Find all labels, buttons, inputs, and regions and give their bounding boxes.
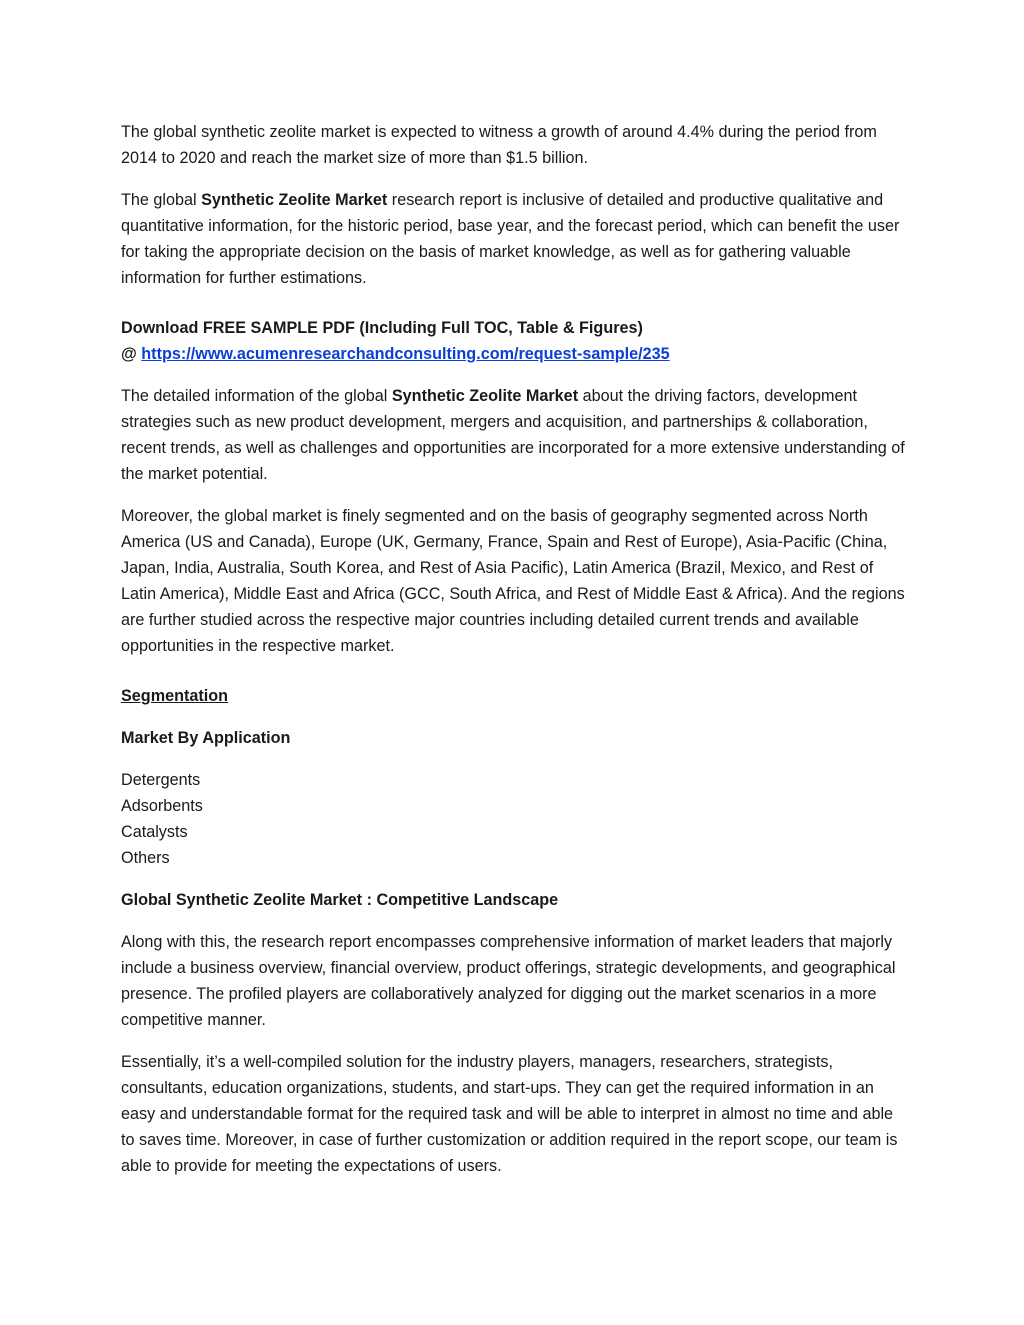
at-sign: @: [121, 345, 142, 363]
document-body: [121, 119, 911, 1195]
segmentation-heading: Segmentation: [121, 687, 229, 705]
report-description-text-2: research report is inclusive of detailed and productive qualitative and quantitative information, for the historic period, base year, and the forecast period, which can benefit the user for taking the appropriate decision on the basis of market knowledge, as well as for gathering valuable information for further estimations.: [121, 191, 900, 287]
request-sample-link[interactable]: https://www.acumenresearchandconsulting.com/request-sample/235: [141, 345, 670, 363]
detailed-info-text-1: The detailed information of the global: [121, 387, 392, 405]
list-item: Detergents: [121, 771, 201, 789]
detailed-info-paragraph: [121, 383, 911, 487]
list-item: Catalysts: [121, 823, 188, 841]
detailed-info-text-2: about the driving factors, development strategies such as new product development, mergers and acquisition, and partnerships & collaboration, recent trends, as well as challenges and opportunities are incorporated for a more extensive understanding of the market potential.: [121, 387, 905, 483]
list-item: Adsorbents: [121, 797, 203, 815]
solution-paragraph: Essentially, it’s a well-compiled solution for the industry players, managers, researchers, strategists, consultants, education organizations, students, and start-ups. They can get the required information in an easy and understandable format for the required task and will be able to interpret in almost no time and able to saves time. Moreover, in case of further customization or addition required in the report scope, our team is able to provide for meeting the expectations of users.: [121, 1053, 898, 1175]
report-description-text-1: The global: [121, 191, 202, 209]
geography-paragraph: Moreover, the global market is finely segmented and on the basis of geography segmented across North America (US and Canada), Europe (UK, Germany, France, Spain and Rest of Europe), Asia-Pacific (China, Japan, India, Australia, South Korea, and Rest of Asia Pacific), Latin America (Brazil, Mexico, and Rest of Latin America), Middle East and Africa (GCC, South Africa, and Rest of Middle East & Africa). And the regions are further studied across the respective major countries including detailed current trends and available opportunities in the respective market.: [121, 507, 905, 655]
application-list: [121, 767, 911, 871]
intro-paragraph: The global synthetic zeolite market is expected to witness a growth of around 4.4% during the period from 2014 to 2020 and reach the market size of more than $1.5 billion.: [121, 123, 877, 167]
market-leaders-paragraph: Along with this, the research report encompasses comprehensive information of market leaders that majorly include a business overview, financial overview, product offerings, strategic developments, and geographical presence. The profiled players are collaboratively analyzed for digging out the market scenarios in a more competitive manner.: [121, 933, 896, 1029]
market-by-application-heading: Market By Application: [121, 729, 291, 747]
competitive-landscape-heading: Global Synthetic Zeolite Market : Competitive Landscape: [121, 891, 559, 909]
detailed-info-bold: Synthetic Zeolite Market: [391, 387, 579, 405]
report-description-paragraph: [121, 187, 911, 291]
list-item: Others: [121, 849, 170, 867]
report-description-bold: Synthetic Zeolite Market: [201, 191, 388, 209]
download-block: [121, 315, 911, 367]
download-heading: Download FREE SAMPLE PDF (Including Full TOC, Table & Figures): [121, 319, 643, 337]
